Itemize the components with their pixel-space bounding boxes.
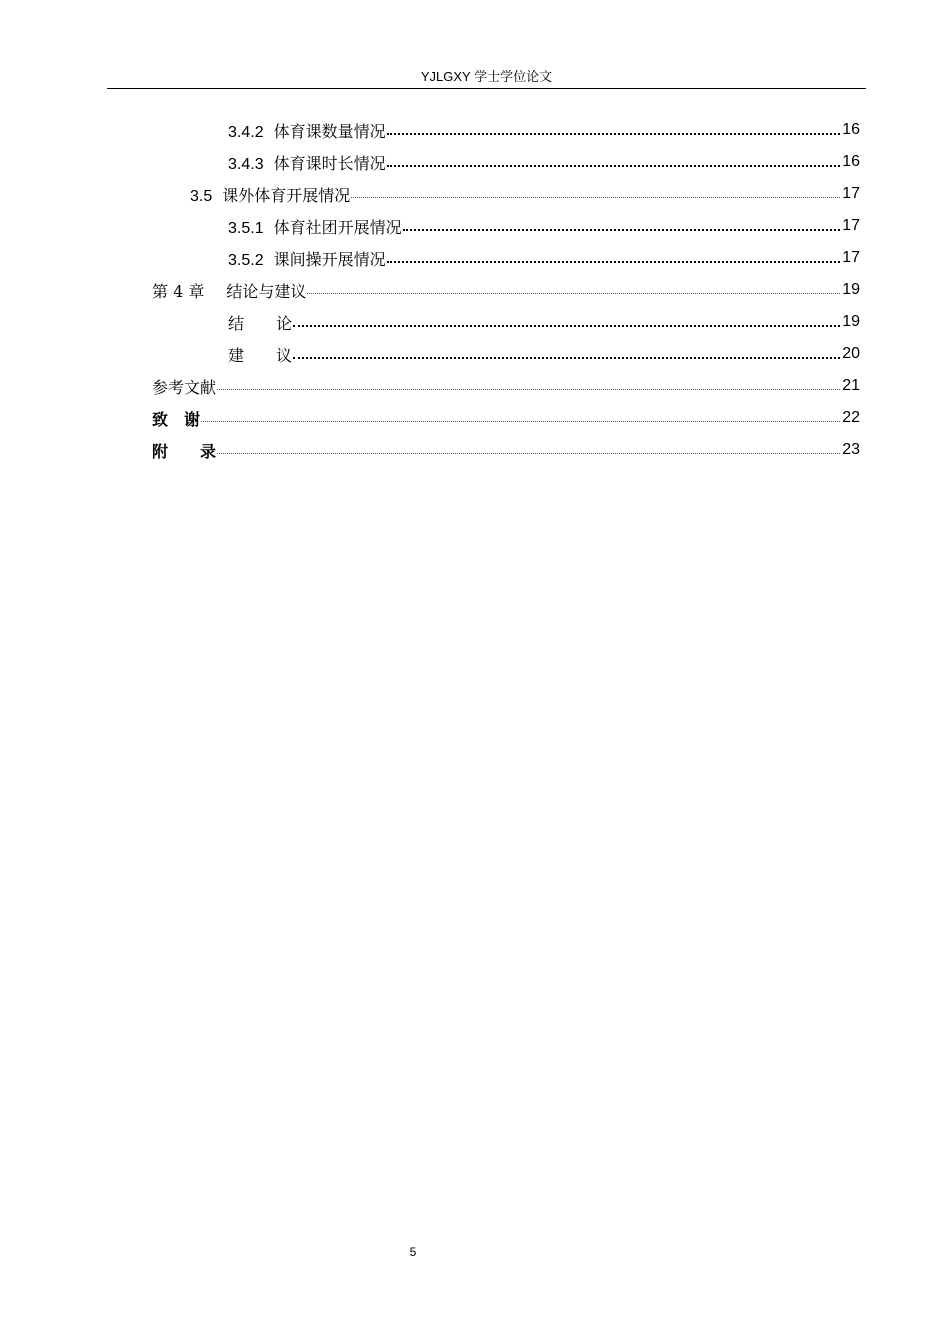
toc-entry-title: 建 议: [228, 345, 293, 365]
toc-entry-title: 体育社团开展情况: [273, 217, 402, 237]
toc-entry-3-4-2[interactable]: [228, 114, 860, 146]
toc-entry-number: 3.4.2: [228, 123, 264, 141]
toc-entry-label: [152, 279, 306, 302]
toc-dot-leader: [351, 184, 840, 204]
toc-entry-title: 体育课数量情况: [273, 121, 386, 141]
toc-entry-title: 体育课时长情况: [273, 153, 386, 173]
toc-entry-chapter-4[interactable]: [152, 274, 860, 306]
toc-entry-label: [228, 119, 386, 142]
toc-page-number: 23: [842, 441, 860, 458]
toc-dot-leader: [293, 344, 840, 364]
toc-entry-title: 课外体育开展情况: [222, 185, 351, 205]
toc-page-number: 17: [842, 185, 860, 202]
toc-entry-3-4-3[interactable]: [228, 146, 860, 178]
toc-dot-leader: [307, 280, 840, 300]
toc-entry-title: 致 谢: [152, 409, 201, 429]
toc-dot-leader: [217, 376, 840, 396]
toc-entry-title: 附 录: [152, 441, 217, 461]
toc-page-number: 16: [842, 153, 860, 170]
toc-entry-acknowledgements[interactable]: [152, 402, 860, 434]
toc-entry-references[interactable]: [152, 370, 860, 402]
toc-entry-appendix[interactable]: [152, 434, 860, 466]
toc-dot-leader: [403, 216, 840, 236]
toc-entry-number: 3.5.2: [228, 251, 264, 269]
page-number: 5: [409, 1245, 417, 1259]
toc-entry-title: 课间操开展情况: [273, 249, 386, 269]
toc-page-number: 22: [842, 409, 860, 426]
toc-dot-leader: [293, 312, 840, 332]
toc-page-number: 19: [842, 281, 860, 298]
toc-entry-title: 参考文献: [152, 377, 217, 397]
toc-dot-leader: [387, 152, 840, 172]
toc-entry-title: 结 论: [228, 313, 293, 333]
toc-page-number: 21: [842, 377, 860, 394]
toc-dot-leader: [201, 408, 840, 428]
toc-page-number: 20: [842, 345, 860, 362]
toc-entry-3-5-1[interactable]: [228, 210, 860, 242]
toc-entry-conclusion[interactable]: [228, 306, 860, 338]
toc-entry-label: [228, 151, 386, 174]
toc-entry-label: [228, 247, 386, 270]
toc-entry-suggestions[interactable]: [228, 338, 860, 370]
toc-entry-3-5-2[interactable]: [228, 242, 860, 274]
toc-page-number: 16: [842, 121, 860, 138]
toc-entry-label: [190, 183, 350, 206]
page-header: YJLGXY 学士学位论文: [420, 69, 553, 84]
toc-entry-number: 3.5.1: [228, 219, 264, 237]
toc-page-number: 19: [842, 313, 860, 330]
toc-dot-leader: [387, 248, 840, 268]
toc-entry-label: [228, 215, 402, 238]
toc-page-number: 17: [842, 249, 860, 266]
header-rule: [107, 88, 866, 89]
toc-entry-3-5[interactable]: [190, 178, 860, 210]
toc-entry-number: 第 4 章: [152, 281, 205, 301]
toc-entry-title: 结论与建议: [226, 281, 307, 301]
toc-page-number: 17: [842, 217, 860, 234]
toc-entry-number: 3.4.3: [228, 155, 264, 173]
toc-dot-leader: [387, 120, 840, 140]
toc-dot-leader: [217, 440, 840, 460]
toc-entry-number: 3.5: [190, 187, 213, 205]
